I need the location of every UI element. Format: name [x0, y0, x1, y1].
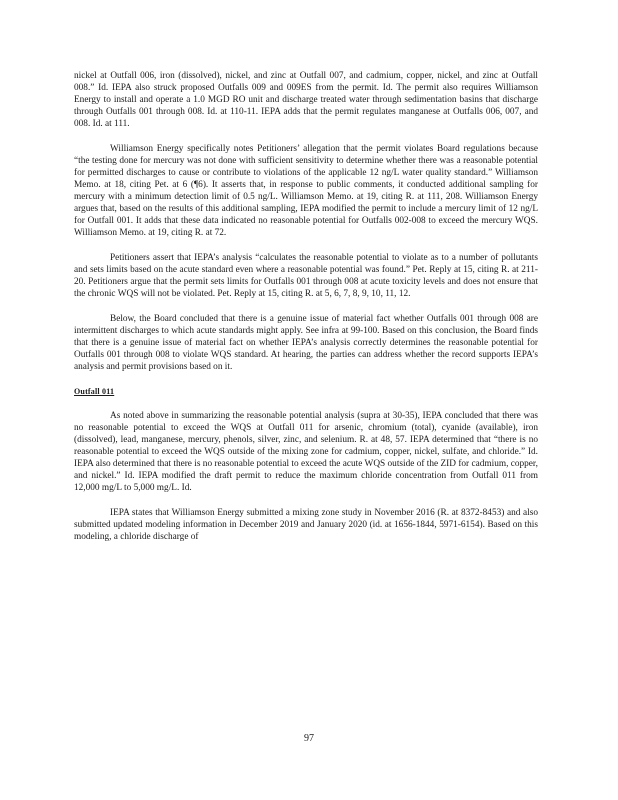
paragraph-outfall-limits: nickel at Outfall 006, iron (dissolved), nickel, and zinc at Outfall 007, and cadmium, copper, nickel, and zinc at Outfall 008.” Id. IEPA also struck proposed Outfalls 009 and 009ES from the permit. Id. The permit also requires Williamson Energy to install and operate a 1.0 MGD RO unit and discharge treated water through sedimentation basins that discharge through Outfalls 001 through 008. Id. at 110-11. IEPA adds that the permit regulates manganese at Outfalls 006, 007, and 008. Id. at 111. [74, 71, 538, 129]
document-body [74, 70, 538, 556]
paragraph-petitioners-assert: Petitioners assert that IEPA’s analysis “calculates the reasonable potential to violate as to a number of pollutants and sets limits based on the acute standard even where a reasonable potential was found.” Pet. Reply at 15, citing R. at 211-20. Petitioners argue that the permit sets limits for Outfalls 001 through 008 at acute toxicity levels and does not ensure that the chronic WQS will not be violated. Pet. Reply at 15, citing R. at 5, 6, 7, 8, 9, 10, 11, 12. [74, 253, 538, 299]
page-number: 97 [304, 733, 314, 744]
paragraph-board-conclusion: Below, the Board concluded that there is a genuine issue of material fact whether Outfalls 001 through 008 are intermittent discharges to which acute standards might apply. See infra at 99-100. Based on this conclusion, the Board finds that there is a genuine issue of material fact on whether IEPA’s analysis correctly determines the reasonable potential for Outfalls 001 through 008 to violate WQS standard. At hearing, the parties can address whether the record supports IEPA’s analysis and permit provisions based on it. [74, 314, 538, 372]
paragraph-reasonable-potential: As noted above in summarizing the reasonable potential analysis (supra at 30-35), IEPA concluded that there was no reasonable potential to exceed the WQS at Outfall 011 for arsenic, chromium (total), cyanide (available), iron (dissolved), lead, manganese, mercury, phenols, silver, zinc, and selenium. R. at 48, 57. IEPA determined that “there is no reasonable potential to exceed the WQS outside of the mixing zone for cadmium, copper, nickel, sulfate, and chloride.” Id. IEPA also determined that there is no reasonable potential to exceed the acute WQS outside of the ZID for cadmium, copper, and nickel.” Id. IEPA modified the draft permit to reduce the maximum chloride concentration from Outfall 011 from 12,000 mg/L to 5,000 mg/L. Id. [74, 411, 538, 493]
paragraph-mixing-zone-study: IEPA states that Williamson Energy submitted a mixing zone study in November 2016 (R. at 8372-8453) and also submitted updated modeling information in December 2019 and January 2020 (id. at 1656-1844, 5971-6154). Based on this modeling, a chloride discharge of [74, 508, 538, 542]
section-heading-outfall-011: Outfall 011 [74, 387, 115, 396]
paragraph-mercury-testing: Williamson Energy specifically notes Petitioners’ allegation that the permit violates Board regulations because “the testing done for mercury was not done with sufficient sensitivity to determine whether there was a reasonable potential for permitted discharges to cause or contribute to violations of the applicable 12 ng/L water quality standard.” Williamson Memo. at 18, citing Pet. at 6 (¶6). It asserts that, in response to public comments, it conducted additional sampling for mercury with a minimum detection limit of 0.5 ng/L. Williamson Memo. at 19, citing R. at 111, 208. Williamson Energy argues that, based on the results of this additional sampling, IEPA modified the permit to include a mercury limit of 12 ng/L for Outfall 001. It adds that these data indicated no reasonable potential for Outfalls 002-008 to exceed the mercury WQS. Williamson Memo. at 19, citing R. at 72. [74, 144, 538, 238]
